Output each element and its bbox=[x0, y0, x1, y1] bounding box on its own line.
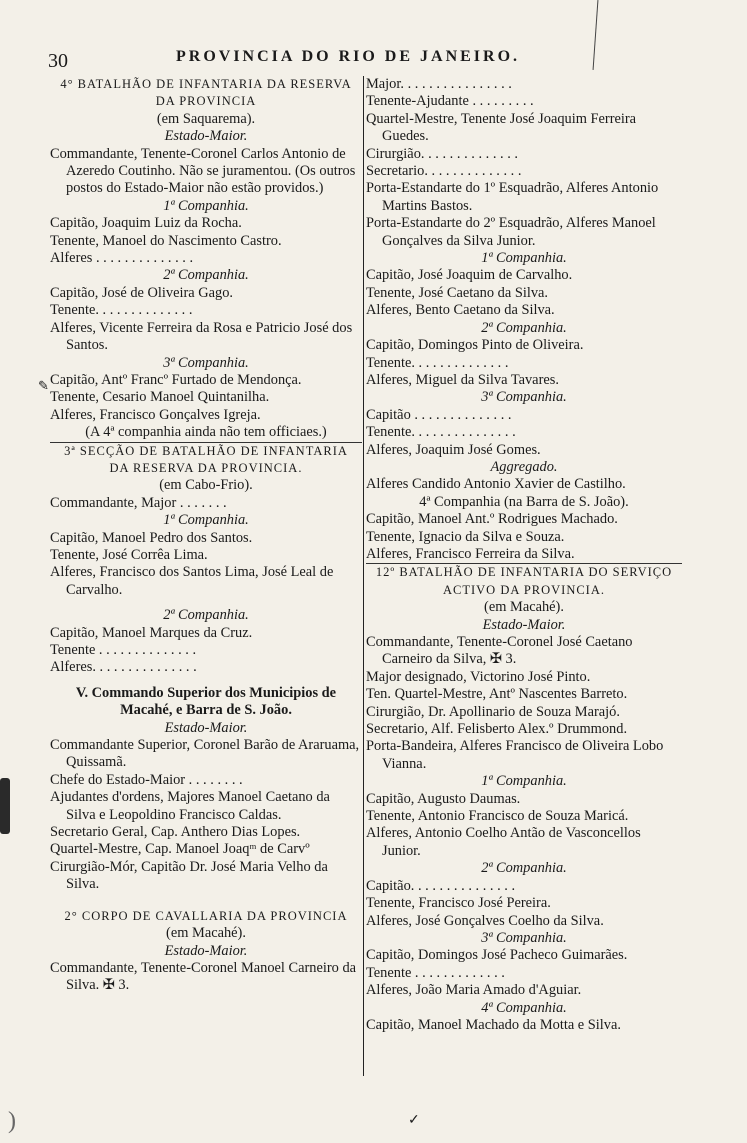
entry: Porta-Bandeira, Alferes Francisco de Oliveira Lobo Vianna. bbox=[366, 738, 664, 772]
entry: Tenente. . . . . . . . . . . . . . bbox=[366, 354, 509, 371]
section-heading: DA RESERVA DA PROVINCIA. bbox=[109, 460, 303, 475]
entry: Capitão, José de Oliveira Gago. bbox=[50, 284, 234, 301]
page-edge-curve: ) bbox=[8, 1108, 16, 1134]
subheading: Estado-Maior. bbox=[164, 719, 248, 736]
subheading: Aggregado. bbox=[490, 458, 558, 475]
entry: Tenente, Cesario Manoel Quintanilha. bbox=[50, 389, 270, 406]
subheading: 2ª Companhia. bbox=[163, 607, 249, 624]
section-heading: 4° BATALHÃO DE INFANTARIA DA RESERVA bbox=[60, 77, 352, 91]
command-heading: V. Commando Superior dos Municipios de Macahé, e Barra de S. João. bbox=[75, 684, 337, 719]
subheading: 2ª Companhia. bbox=[481, 860, 567, 877]
entry: Alferes, Miguel da Silva Tavares. bbox=[366, 371, 559, 388]
entry: Secretario, Alf. Felisberto Alex.º Drummond. bbox=[366, 721, 628, 738]
entry: Commandante, Tenente-Coronel Manoel Carneiro da Silva. ✠ 3. bbox=[50, 959, 357, 994]
location-note: (em Saquarema). bbox=[156, 110, 256, 127]
entry: Alferes, Antonio Coelho Antão de Vasconcellos Junior. bbox=[366, 825, 641, 859]
margin-mark: ✎ bbox=[38, 378, 49, 393]
entry: Porta-Estandarte do 1º Esquadrão, Alferes Antonio Martins Bastos. bbox=[366, 180, 659, 214]
subheading: Estado-Maior. bbox=[164, 942, 248, 959]
subheading: Estado-Maior. bbox=[164, 128, 248, 145]
entry: Chefe do Estado-Maior . . . . . . . . bbox=[50, 771, 243, 788]
location-note: (em Macahé). bbox=[484, 599, 564, 616]
column-divider bbox=[363, 76, 364, 1076]
entry: Secretario. . . . . . . . . . . . . . bbox=[366, 163, 522, 180]
left-column bbox=[50, 76, 362, 995]
entry: Quartel-Mestre, Tenente José Joaquim Ferreira Guedes. bbox=[366, 110, 637, 145]
edge-stain bbox=[0, 778, 10, 834]
entry: Tenente, Antonio Francisco de Souza Maricá. bbox=[366, 808, 629, 825]
location-note: (em Macahé). bbox=[166, 925, 246, 942]
footer-ink-mark: ✓ bbox=[408, 1113, 420, 1128]
subheading: 3ª Companhia. bbox=[481, 389, 567, 406]
entry: Commandante, Major . . . . . . . bbox=[50, 494, 227, 511]
entry: Ajudantes d'ordens, Majores Manoel Caetano da Silva e Leopoldino Francisco Caldas. bbox=[50, 789, 330, 823]
spacer bbox=[50, 599, 362, 607]
subheading: 3ª Companhia. bbox=[163, 354, 249, 371]
entry: Alferes, Vicente Ferreira da Rosa e Patricio José dos Santos. bbox=[50, 319, 353, 354]
entry: Tenente, Manoel do Nascimento Castro. bbox=[50, 232, 282, 249]
entry: Commandante, Tenente-Coronel José Caetano Carneiro da Silva, ✠ 3. bbox=[366, 634, 633, 668]
entry: Alferes, Joaquim José Gomes. bbox=[366, 441, 541, 458]
entry: Capitão, Domingos Pinto de Oliveira. bbox=[366, 337, 584, 354]
entry: Capitão, Manoel Machado da Motta e Silva. bbox=[366, 1016, 621, 1033]
entry: Secretario Geral, Cap. Anthero Dias Lopes. bbox=[50, 824, 301, 841]
entry: Capitão, Domingos José Pacheco Guimarães. bbox=[366, 947, 628, 964]
entry: Major. . . . . . . . . . . . . . . . bbox=[366, 76, 512, 92]
entry: Commandante Superior, Coronel Barão de Araruama, Quissamã. bbox=[50, 737, 360, 771]
entry: Capitão, Joaquim Luiz da Rocha. bbox=[50, 215, 242, 232]
entry: Alferes, Francisco Ferreira da Silva. bbox=[366, 545, 575, 562]
entry: Capitão, Manoel Ant.º Rodrigues Machado. bbox=[366, 511, 618, 528]
entry: Alferes, Francisco dos Santos Lima, José Leal de Carvalho. bbox=[50, 564, 334, 598]
right-column bbox=[366, 76, 682, 1034]
subheading: 1ª Companhia. bbox=[163, 197, 249, 214]
entry: Alferes. . . . . . . . . . . . . . . bbox=[50, 659, 197, 676]
subheading: 2ª Companhia. bbox=[163, 267, 249, 284]
spacer bbox=[50, 894, 362, 908]
entry: Tenente, José Caetano da Silva. bbox=[366, 284, 549, 301]
section-heading: 12º BATALHÃO DE INFANTARIA DO SERVIÇO bbox=[375, 565, 673, 580]
entry: Alferes, João Maria Amado d'Aguiar. bbox=[366, 982, 582, 999]
page-header bbox=[48, 42, 698, 72]
entry: Capitão, Antº Francº Furtado de Mendonça. bbox=[50, 371, 302, 388]
section-heading: DA PROVINCIA bbox=[155, 94, 257, 109]
entry: Tenente . . . . . . . . . . . . . bbox=[366, 964, 505, 981]
running-title: PROVINCIA DO RIO DE JANEIRO. bbox=[176, 48, 521, 65]
entry: Porta-Estandarte do 2º Esquadrão, Alferes Manoel Gonçalves da Silva Junior. bbox=[366, 215, 656, 249]
section-heading: 2° CORPO DE CAVALLARIA DA PROVINCIA bbox=[64, 908, 348, 923]
entry: Alferes, Francisco Gonçalves Igreja. bbox=[50, 406, 261, 423]
subheading: 1ª Companhia. bbox=[481, 773, 567, 790]
entry: Alferes, Bento Caetano da Silva. bbox=[366, 302, 555, 319]
entry: Commandante, Tenente-Coronel Carlos Antonio de Azeredo Coutinho. Não se juramentou. (Os outros postos do Estado-Maior não estão providos.) bbox=[50, 145, 356, 197]
entry: Capitão, José Joaquim de Carvalho. bbox=[366, 267, 573, 284]
subheading: Estado-Maior. bbox=[482, 616, 566, 633]
subheading: 4ª Companhia. bbox=[481, 999, 567, 1016]
entry: Capitão, Manoel Marques da Cruz. bbox=[50, 624, 253, 641]
page-number: 30 bbox=[48, 50, 68, 72]
entry: Quartel-Mestre, Cap. Manoel Joaqᵐ de Carvº bbox=[50, 841, 310, 858]
section-heading: 3ª SECÇÃO DE BATALHÃO DE INFANTARIA bbox=[64, 443, 348, 458]
entry: Capitão. . . . . . . . . . . . . . . bbox=[366, 877, 516, 894]
spacer bbox=[50, 677, 362, 685]
entry: Capitão, Augusto Daumas. bbox=[366, 790, 521, 807]
entry: Ten. Quartel-Mestre, Antº Nascentes Barreto. bbox=[366, 686, 628, 703]
location-note: (A 4ª companhia ainda não tem officiaes.) bbox=[85, 424, 327, 441]
subheading: 1ª Companhia. bbox=[163, 512, 249, 529]
entry: Cirurgião. . . . . . . . . . . . . . bbox=[366, 145, 519, 162]
subheading: 3ª Companhia. bbox=[481, 929, 567, 946]
subheading: 1ª Companhia. bbox=[481, 250, 567, 267]
entry: Alferes, José Gonçalves Coelho da Silva. bbox=[366, 912, 604, 929]
section-heading: ACTIVO DA PROVINCIA. bbox=[442, 582, 606, 597]
entry: Alferes Candido Antonio Xavier de Castilho. bbox=[366, 476, 626, 493]
subheading: 2ª Companhia. bbox=[481, 319, 567, 336]
entry: Cirurgião-Mór, Capitão Dr. José Maria Velho da Silva. bbox=[50, 858, 328, 893]
entry: Alferes . . . . . . . . . . . . . . bbox=[50, 250, 194, 267]
entry: Tenente. . . . . . . . . . . . . . . bbox=[366, 424, 516, 441]
entry: Cirurgião, Dr. Apollinario de Souza Marajó. bbox=[366, 703, 620, 720]
location-note: 4ª Companhia (na Barra de S. João). bbox=[419, 493, 629, 510]
location-note: (em Cabo-Frio). bbox=[159, 477, 253, 494]
entry: Capitão, Manoel Pedro dos Santos. bbox=[50, 529, 253, 546]
entry: Tenente, Ignacio da Silva e Souza. bbox=[366, 528, 565, 545]
entry: Capitão . . . . . . . . . . . . . . bbox=[366, 406, 512, 423]
entry: Tenente, Francisco José Pereira. bbox=[366, 895, 551, 912]
entry: Tenente . . . . . . . . . . . . . . bbox=[50, 642, 197, 658]
entry: Tenente. . . . . . . . . . . . . . bbox=[50, 302, 193, 319]
entry: Tenente-Ajudante . . . . . . . . . bbox=[366, 93, 534, 110]
entry: Tenente, José Corrêa Lima. bbox=[50, 546, 208, 563]
entry: Major designado, Victorino José Pinto. bbox=[366, 668, 591, 685]
